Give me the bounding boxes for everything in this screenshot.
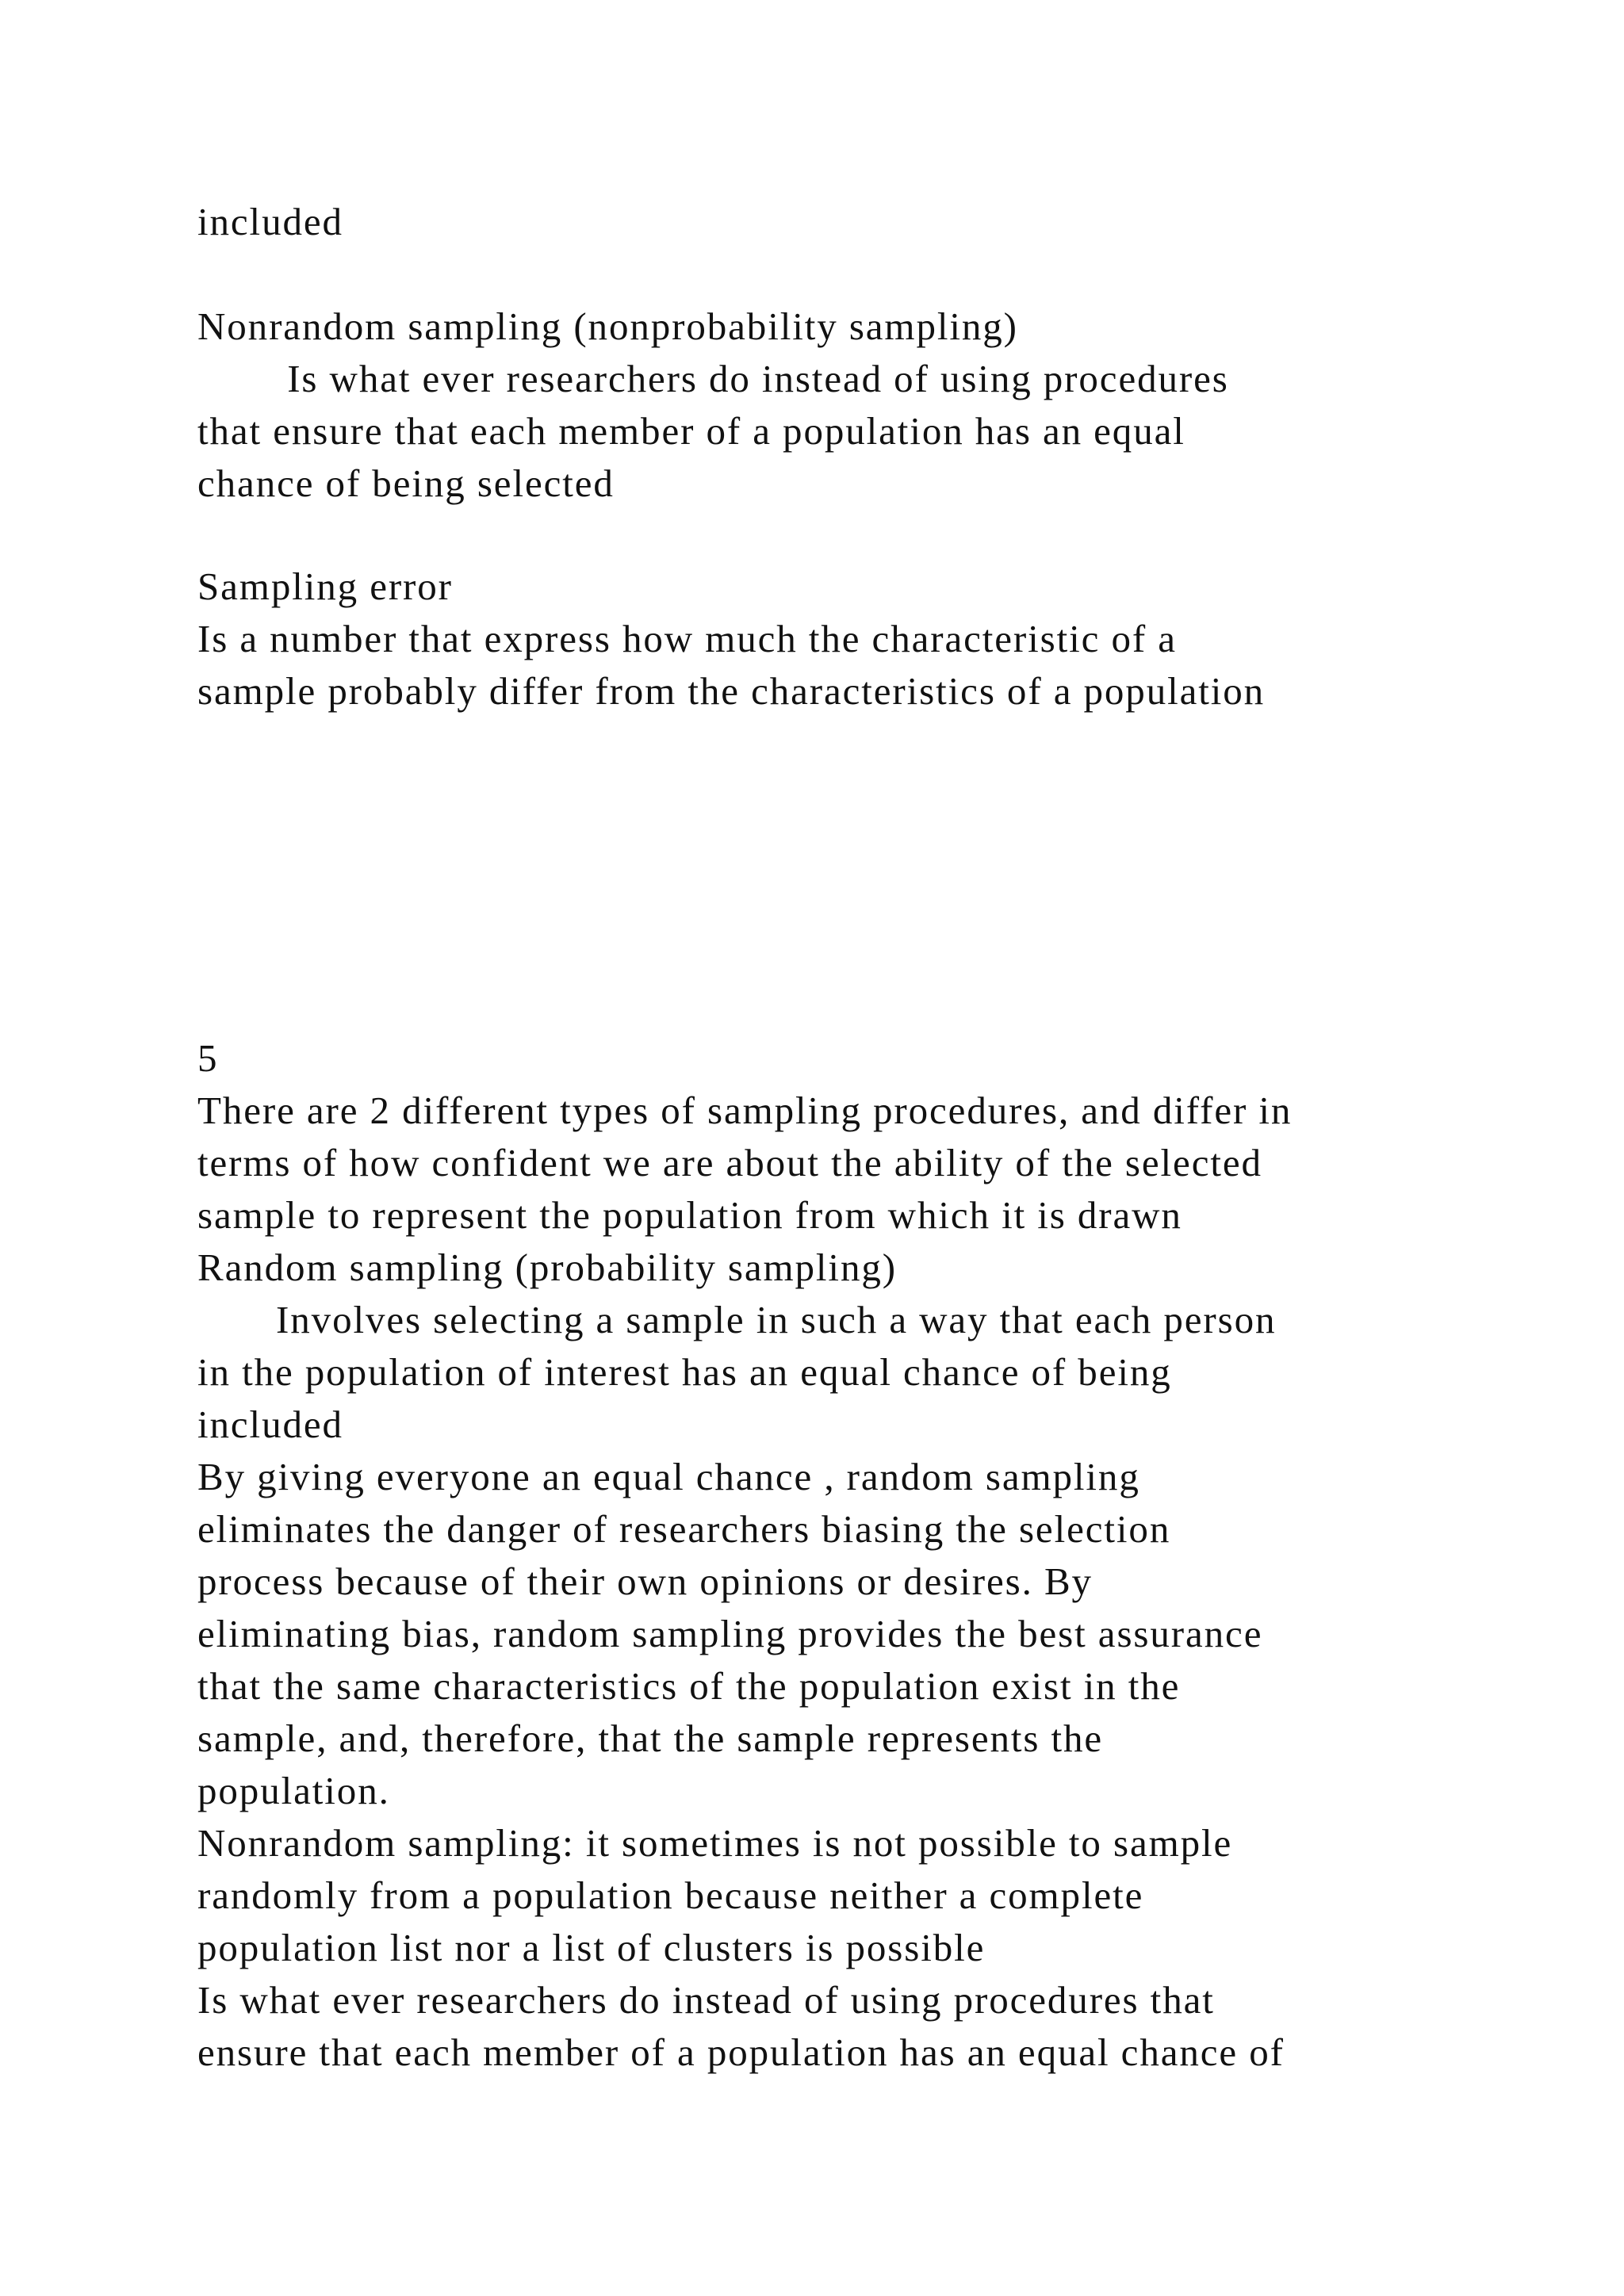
section-heading-sampling-error: Sampling error [197,564,453,608]
text-line: ensure that each member of a population has an equal chance of [197,2030,1285,2074]
text-line: There are 2 different types of sampling procedures, and differ in [197,1089,1293,1132]
text-line: terms of how confident we are about the ability of the selected [197,1141,1262,1184]
text-line: Is what ever researchers do instead of using procedures that [197,1978,1215,2022]
text-line: randomly from a population because neither a complete [197,1873,1144,1917]
section-heading-nonrandom-sampling: Nonrandom sampling (nonprobability sampling) [197,304,1018,348]
text-line: sample to represent the population from which it is drawn [197,1193,1182,1237]
text-line: included [197,1402,343,1446]
text-line: that the same characteristics of the population exist in the [197,1664,1181,1708]
text-line: sample probably differ from the characteristics of a population [197,669,1266,713]
text-line: Nonrandom sampling: it sometimes is not possible to sample [197,1821,1233,1865]
text-line: population. [197,1769,390,1812]
text-line: Random sampling (probability sampling) [197,1246,897,1289]
text-line: chance of being selected [197,461,615,505]
text-line: Involves selecting a sample in such a way that each person [197,1298,1277,1341]
text-line: that ensure that each member of a population has an equal [197,409,1185,453]
page-number: 5 [197,1036,219,1080]
text-line: sample, and, therefore, that the sample represents the [197,1716,1104,1760]
text-line: Is what ever researchers do instead of using procedures [197,357,1229,400]
text-line: population list nor a list of clusters is possible [197,1926,986,1969]
text-line: eliminating bias, random sampling provides the best assurance [197,1612,1263,1655]
text-line: process because of their own opinions or desires. By [197,1559,1093,1603]
text-line: included [197,200,343,243]
text-line: eliminates the danger of researchers biasing the selection [197,1507,1171,1551]
text-line: Is a number that express how much the characteristic of a [197,617,1177,660]
text-line: By giving everyone an equal chance , random sampling [197,1455,1140,1498]
text-line: in the population of interest has an equal chance of being [197,1350,1172,1394]
